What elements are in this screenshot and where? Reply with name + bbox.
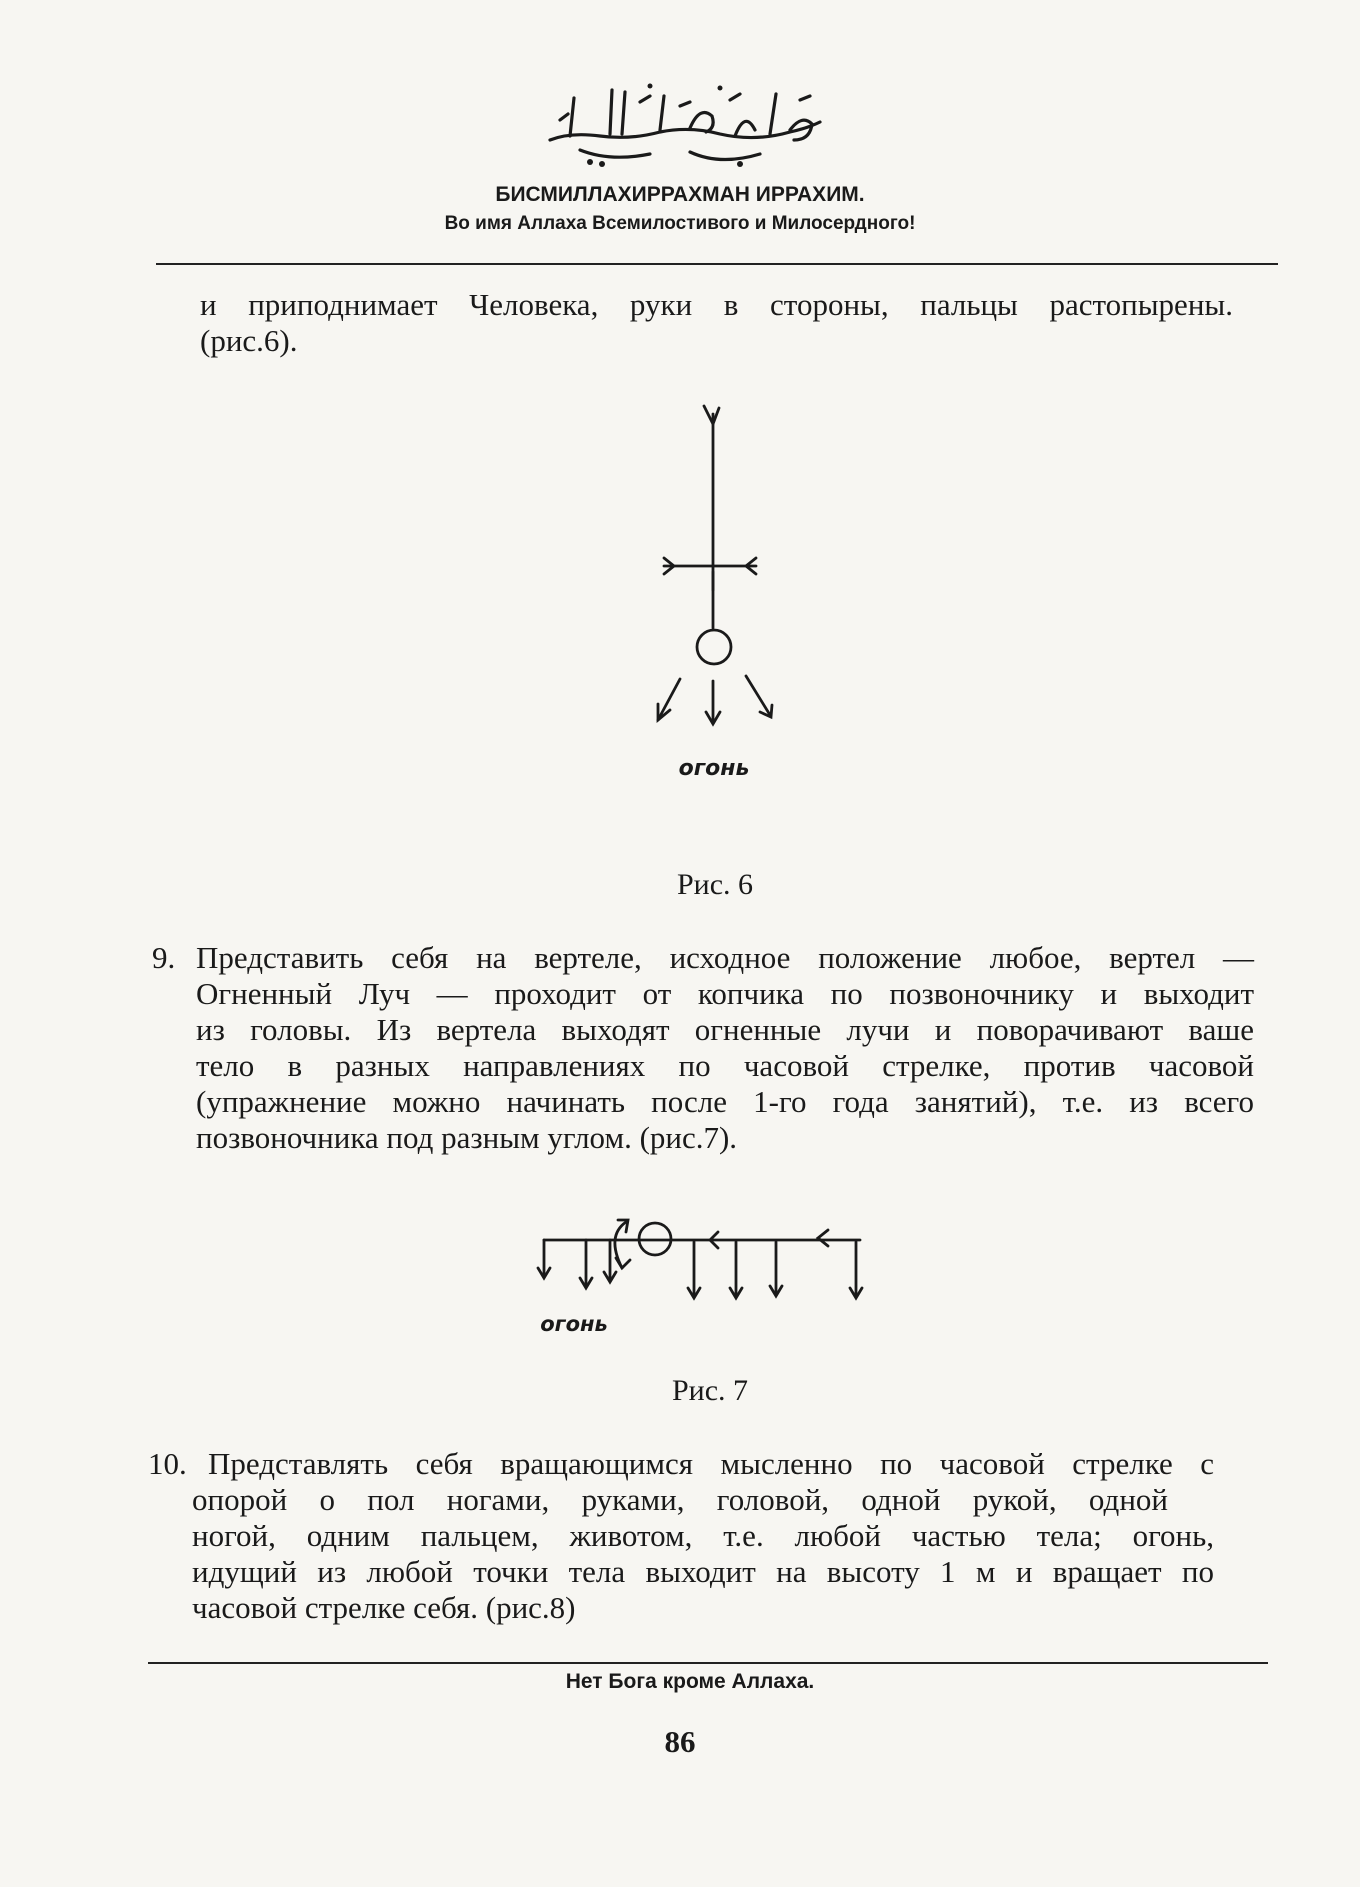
item-9-number: 9. [152,940,176,975]
header [0,0,1360,270]
fire-rays [538,1240,862,1298]
figure-6-caption: Рис. 6 [676,868,754,901]
figure-7-caption: Рис. 7 [671,1374,749,1407]
item-10-paragraph [192,1446,1214,1626]
intro-line: и приподнимает Человека, руки в стороны, пальцы растопырены. [200,287,1233,322]
item-9-line: Огненный Луч — проходит от копчика по позвоночнику и выходит [196,976,1254,1011]
item-10-number: 10. [148,1446,187,1481]
footer-text: Нет Бога кроме Аллаха. [565,1670,815,1693]
item-9-paragraph [196,940,1254,1156]
header-subtitle: Во имя Аллаха Всемилостивого и Милосердного! [444,213,916,234]
item-10-line: Представлять себя вращающимся мысленно по часовой стрелке с [208,1446,1214,1481]
page-number: 86 [664,1724,696,1759]
item-9-line: тело в разных направлениях по часовой стрелке, против часовой [196,1048,1254,1083]
figure-7-diagram [530,1210,880,1340]
item-9-line: (упражнение можно начинать после 1-го года занятий), т.е. из всего [196,1084,1254,1119]
item-9-line: Представить себя на вертеле, исходное положение любое, вертел — [196,940,1254,975]
item-10-line: ногой, одним пальцем, животом, т.е. любой частью тела; огонь, [192,1518,1214,1553]
item-10-line: идущий из любой точки тела выходит на высоту 1 м и вращает по [192,1554,1214,1589]
top-arrowhead [704,406,719,424]
fire-ray-left [658,679,680,720]
header-title: БИСМИЛЛАХИРРАХМАН ИРРАХИМ. [495,183,865,206]
item-9-line: позвоночника под разным углом. (рис.7). [196,1120,738,1155]
arabic-calligraphy-logo [540,70,830,180]
item-10-line: часовой стрелке себя. (рис.8) [192,1590,576,1625]
fire-ray-right [746,676,770,715]
footer-divider [148,1662,1268,1664]
header-divider [156,263,1278,265]
figure-6-diagram [640,400,800,800]
intro-paragraph [200,287,1233,359]
item-9-line: из головы. Из вертела выходят огненные лучи и поворачивают ваше [196,1012,1254,1047]
item-10-line: опорой о пол ногами, руками, головой, одной рукой, одной [192,1482,1168,1517]
figure-7-label: огонь [540,1312,608,1336]
intro-line: (рис.6). [200,323,298,358]
figure-6-label: огонь [678,756,750,781]
chevron-right [818,1230,828,1246]
head-circle [697,630,731,664]
